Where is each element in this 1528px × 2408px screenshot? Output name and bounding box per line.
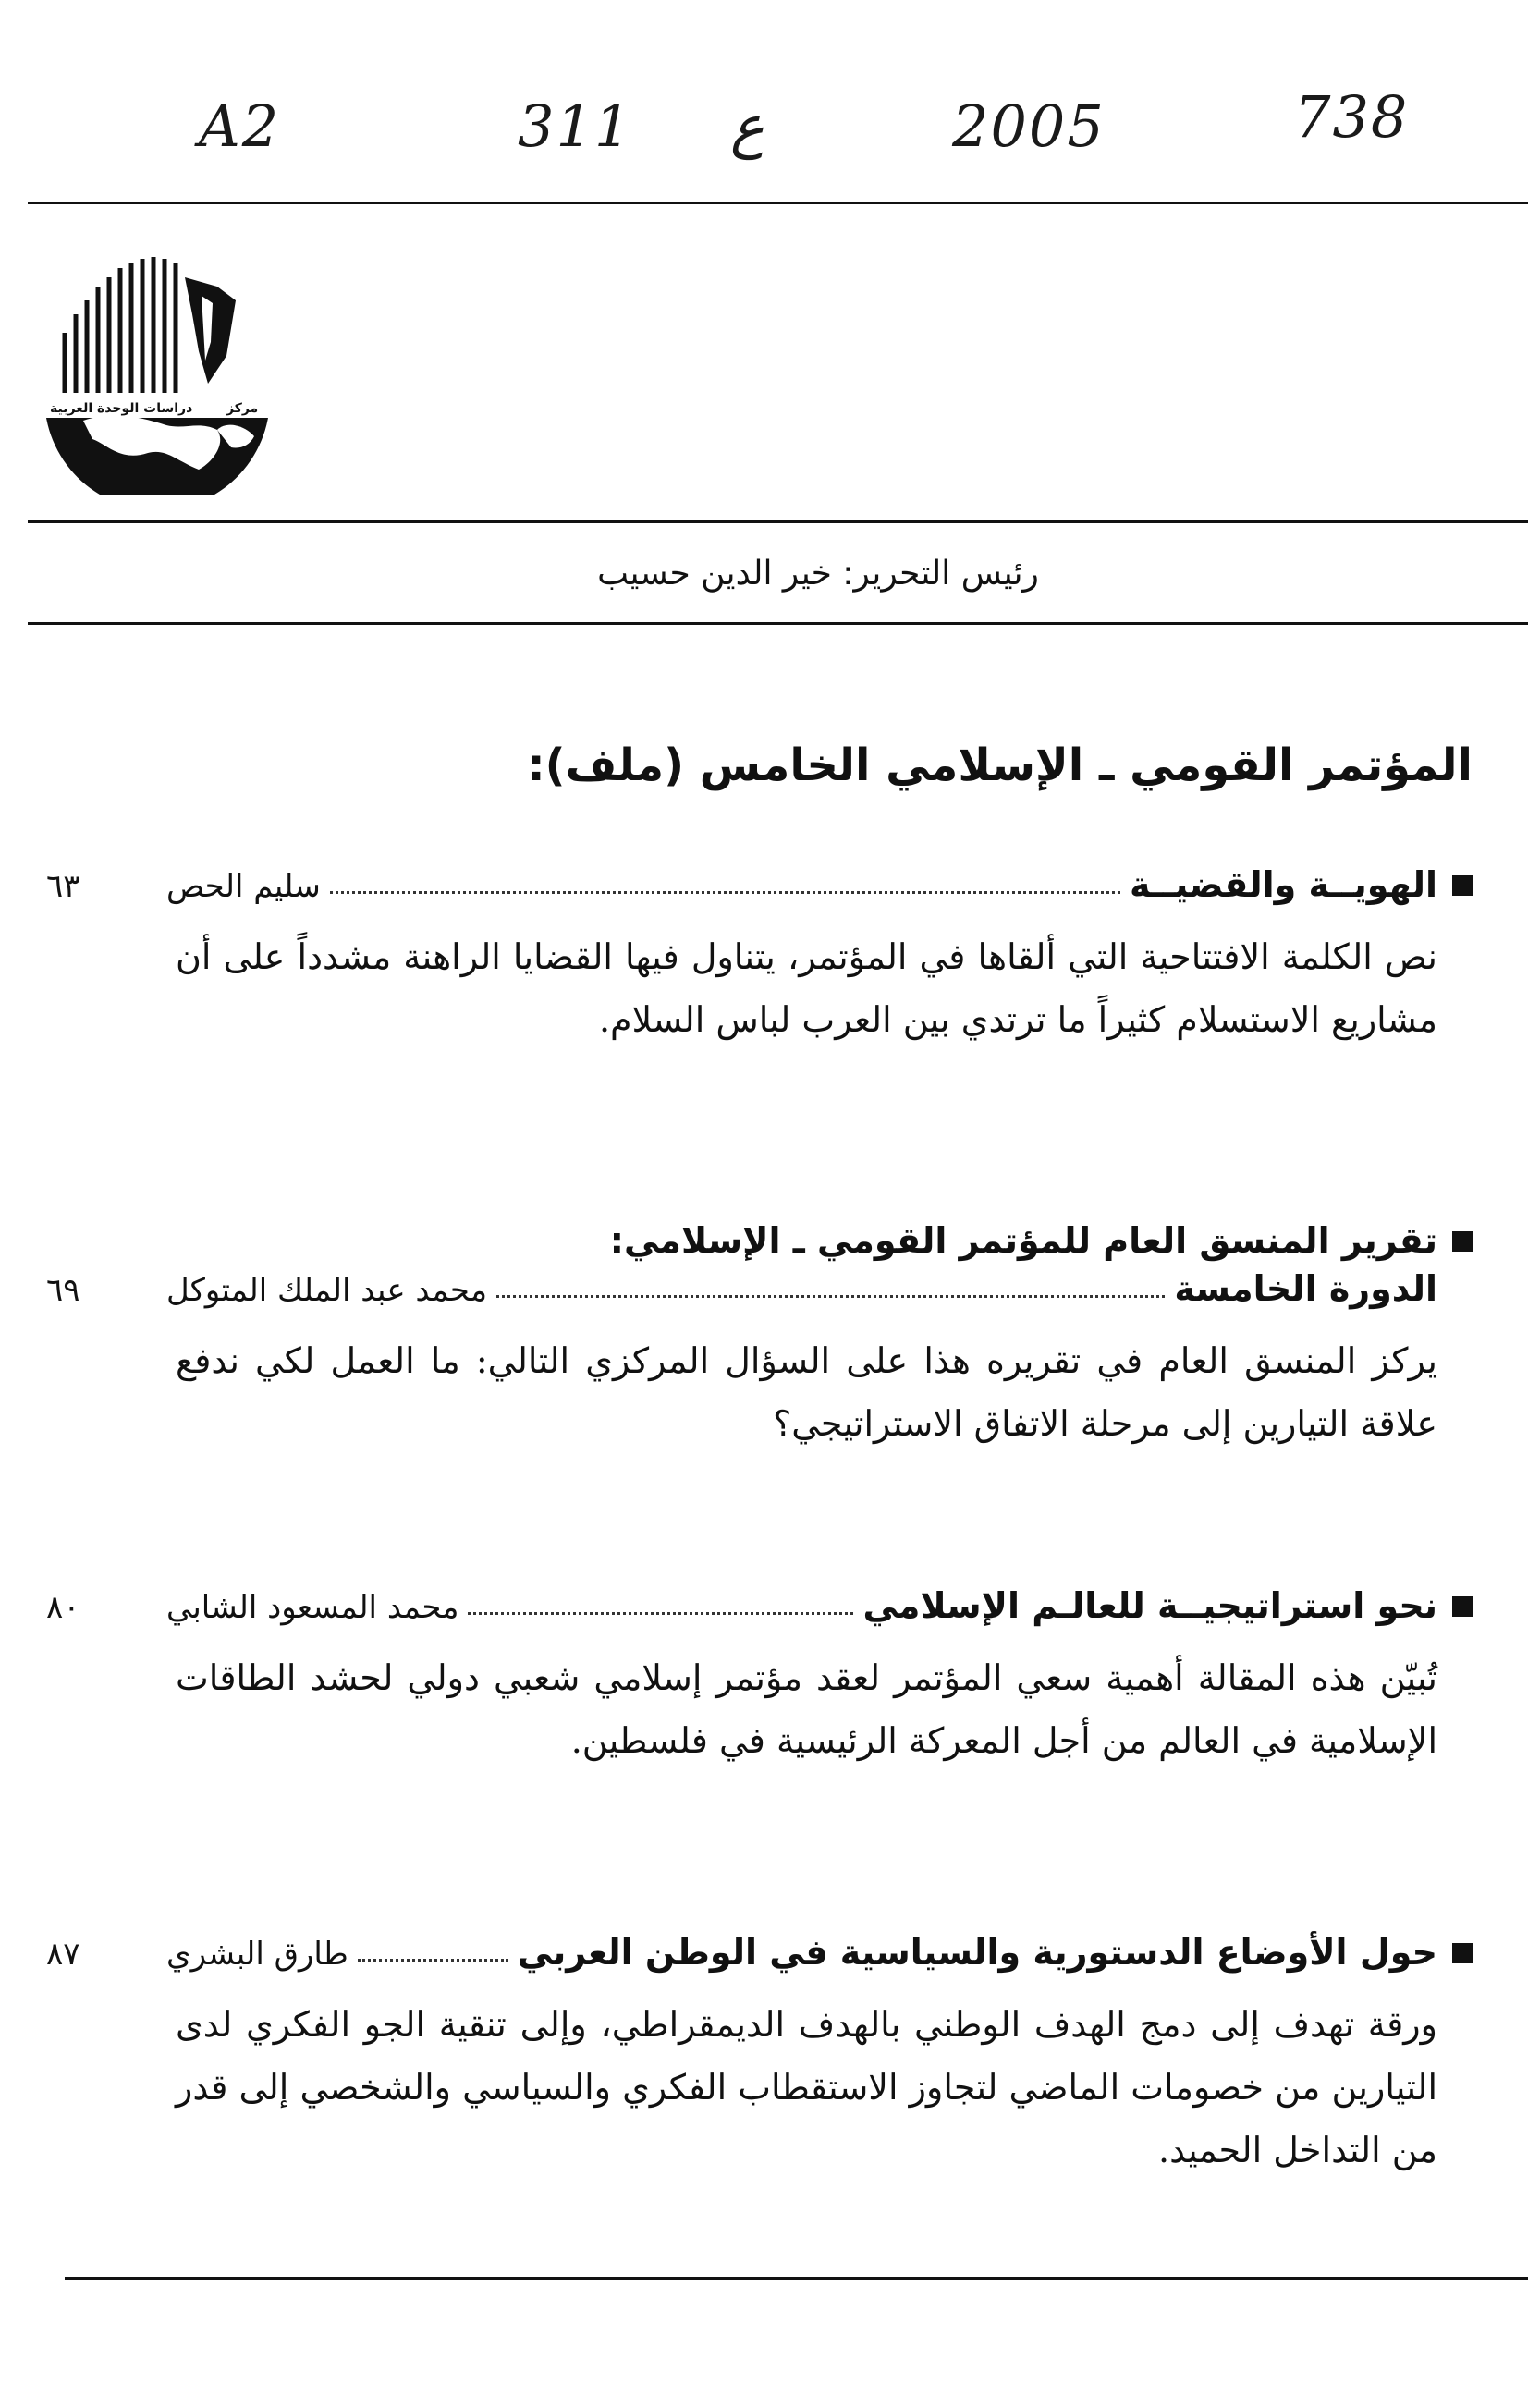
article-author: محمد المسعود الشابي — [166, 1589, 459, 1626]
handwritten-note-738: 738 — [1294, 83, 1410, 151]
bullet-square-icon — [1452, 1943, 1473, 1963]
toc-entry-2[interactable] — [46, 1220, 1473, 1455]
dot-leader — [496, 1295, 1165, 1298]
toc-entry-1[interactable] — [46, 864, 1473, 1051]
article-title: الهويــة والقضيــة — [1130, 864, 1437, 905]
editor-in-chief-line: رئيس التحرير: خير الدين حسيب — [597, 555, 1039, 593]
section-title: المؤتمر القومي ـ الإسلامي الخامس (ملف): — [527, 740, 1473, 791]
top-rule — [28, 202, 1528, 204]
dot-leader — [358, 1959, 508, 1962]
article-author: طارق البشري — [166, 1936, 348, 1973]
handwritten-note-ain: ع — [730, 92, 764, 160]
page-number: ٦٩ — [46, 1272, 80, 1309]
dot-leader — [468, 1612, 853, 1615]
article-title: حول الأوضاع الدستورية والسياسية في الوطن العربي — [517, 1932, 1437, 1973]
page-number: ٦٣ — [46, 868, 80, 905]
handwritten-note-311: 311 — [518, 92, 633, 160]
bullet-square-icon — [1452, 1596, 1473, 1617]
page-number: ٨٠ — [46, 1589, 80, 1626]
article-summary: نص الكلمة الافتتاحية التي ألقاها في المؤتمر، يتناول فيها القضايا الراهنة مشدداً على أن مشاريع الاستسلام كثيراً ما ترتدي بين العرب لباس السلام. — [176, 936, 1437, 1040]
page-number: ٨٧ — [46, 1936, 80, 1973]
header-bottom-rule — [28, 622, 1528, 625]
article-title: نحو استراتيجيــة للعالـم الإسلامي — [862, 1585, 1437, 1626]
bullet-square-icon — [1452, 1231, 1473, 1252]
center-for-arab-unity-studies-logo — [28, 231, 287, 495]
toc-entry-3[interactable] — [46, 1585, 1473, 1772]
svg-text:دراسات الوحدة العربية: دراسات الوحدة العربية — [50, 401, 193, 416]
article-title-line-1: تقرير المنسق العام للمؤتمر القومي ـ الإسلامي: — [609, 1220, 1437, 1261]
handwritten-note-a2: A2 — [199, 92, 281, 160]
dot-leader — [330, 891, 1120, 894]
toc-entry-4[interactable] — [46, 1932, 1473, 2182]
article-summary: تُبيّن هذه المقالة أهمية سعي المؤتمر لعقد مؤتمر إسلامي شعبي دولي لحشد الطاقات الإسلامية في العالم من أجل المعركة الرئيسية في فلسطين. — [176, 1657, 1437, 1761]
article-summary: ورقة تهدف إلى دمج الهدف الوطني بالهدف الديمقراطي، وإلى تنقية الجو الفكري لدى التيارين من خصومات الماضي لتجاوز الاستقطاب الفكري والسياسي والشخصي إلى قدر من التداخل الحميد. — [176, 2004, 1437, 2170]
bottom-rule — [65, 2277, 1528, 2280]
article-author: سليم الحص — [166, 868, 321, 905]
svg-text:مركز: مركز — [226, 401, 259, 416]
article-title: الدورة الخامسة — [1174, 1268, 1437, 1309]
article-summary: يركز المنسق العام في تقريره هذا على السؤال المركزي التالي: ما العمل لكي ندفع علاقة التيارين إلى مرحلة الاتفاق الاستراتيجي؟ — [176, 1340, 1437, 1444]
header-top-rule — [28, 520, 1528, 523]
article-author: محمد عبد الملك المتوكل — [166, 1272, 488, 1309]
handwritten-note-2005: 2005 — [952, 92, 1106, 160]
bullet-square-icon — [1452, 875, 1473, 896]
